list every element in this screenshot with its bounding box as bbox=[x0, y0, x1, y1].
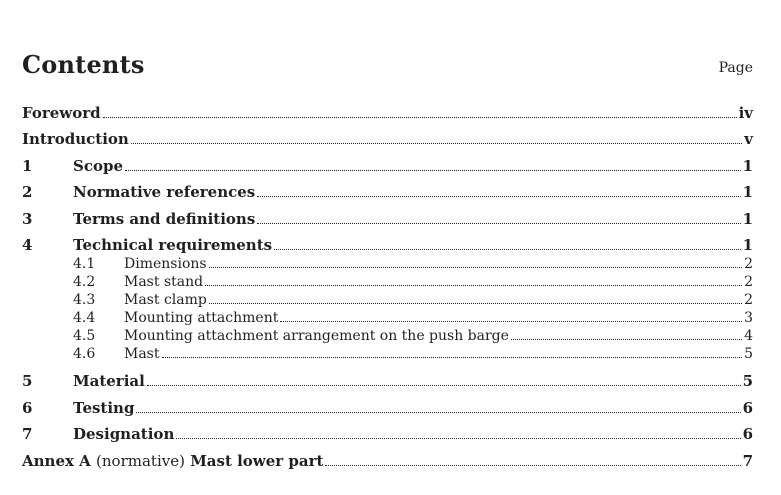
toc-entry-number: 4.6 bbox=[73, 346, 96, 362]
toc-entry-page: 6 bbox=[742, 425, 753, 443]
toc-subentry-mounting-arrangement[interactable] bbox=[22, 327, 753, 345]
toc-entry-text: Mast lower part bbox=[190, 452, 324, 470]
dot-leader bbox=[274, 249, 740, 250]
toc-entry-page: 5 bbox=[742, 372, 753, 390]
dot-leader bbox=[205, 285, 742, 286]
dot-leader bbox=[147, 385, 741, 386]
toc-entry-text: Dimensions bbox=[124, 256, 207, 272]
toc-entry-number: 6 bbox=[22, 399, 33, 417]
toc-entry-page: 1 bbox=[742, 183, 753, 201]
toc-entry-text: Mounting attachment bbox=[124, 310, 279, 326]
toc-entry-number: 4.1 bbox=[73, 256, 96, 272]
toc-title: Contents bbox=[22, 50, 145, 79]
toc-entry-number: 7 bbox=[22, 425, 33, 443]
toc-entry-text: Mounting attachment arrangement on the push barge bbox=[124, 328, 509, 344]
toc-entry-page: 7 bbox=[742, 452, 753, 470]
dot-leader bbox=[131, 143, 742, 144]
dot-leader bbox=[257, 223, 740, 224]
page-column-label: Page bbox=[718, 60, 753, 76]
toc-subentry-mast[interactable] bbox=[22, 345, 753, 363]
toc-entry-number: 1 bbox=[22, 157, 33, 175]
dot-leader bbox=[176, 438, 740, 439]
dot-leader bbox=[280, 321, 742, 322]
toc-entry-page: 3 bbox=[744, 310, 753, 326]
toc-entry-text: Terms and definitions bbox=[73, 210, 256, 228]
toc-entry-text: Scope bbox=[73, 157, 124, 175]
dot-leader bbox=[162, 357, 743, 358]
toc-entry-text: Technical requirements bbox=[73, 236, 273, 254]
toc-entry-text: Mast bbox=[124, 346, 160, 362]
toc-entry-page: 1 bbox=[742, 157, 753, 175]
toc-entry-number: 4 bbox=[22, 236, 33, 254]
toc-entry-number: 2 bbox=[22, 183, 33, 201]
toc-entry-designation[interactable] bbox=[22, 424, 753, 444]
annex-label: Annex A bbox=[22, 452, 91, 470]
toc-entry-page: 2 bbox=[744, 292, 753, 308]
toc-subentry-mast-stand[interactable] bbox=[22, 273, 753, 291]
toc-entry-material[interactable] bbox=[22, 371, 753, 391]
annex-type: (normative) bbox=[96, 452, 185, 470]
toc-entry-number: 5 bbox=[22, 372, 33, 390]
toc-entry-page: 2 bbox=[744, 274, 753, 290]
toc-entry-text: Testing bbox=[73, 399, 135, 417]
dot-leader bbox=[325, 465, 740, 466]
toc-entry-page: 1 bbox=[742, 236, 753, 254]
toc-entry-page: 6 bbox=[742, 399, 753, 417]
toc-subentry-mounting-attachment[interactable] bbox=[22, 309, 753, 327]
toc-entry-text: Normative references bbox=[73, 183, 256, 201]
dot-leader bbox=[136, 412, 740, 413]
toc-subentry-mast-clamp[interactable] bbox=[22, 291, 753, 309]
toc-entry-page: v bbox=[744, 130, 753, 148]
toc-entry-text: Designation bbox=[73, 425, 175, 443]
toc-entry-text: Mast clamp bbox=[124, 292, 207, 308]
dot-leader bbox=[209, 267, 743, 268]
toc-entry-number: 3 bbox=[22, 210, 33, 228]
toc-entry-technical-requirements[interactable] bbox=[22, 235, 753, 255]
toc-entry-normative-references[interactable] bbox=[22, 182, 753, 202]
toc-entry-terms-and-definitions[interactable] bbox=[22, 209, 753, 229]
toc-entry-number: 4.2 bbox=[73, 274, 96, 290]
toc-entry-text: Mast stand bbox=[124, 274, 204, 290]
toc-annex-heading bbox=[22, 451, 323, 471]
toc-entry-testing[interactable] bbox=[22, 398, 753, 418]
dot-leader bbox=[209, 303, 742, 304]
dot-leader bbox=[511, 339, 742, 340]
toc-entry-text: Introduction bbox=[22, 130, 129, 148]
toc-entry-number: 4.5 bbox=[73, 328, 96, 344]
dot-leader bbox=[103, 117, 737, 118]
dot-leader bbox=[125, 170, 741, 171]
dot-leader bbox=[257, 196, 740, 197]
toc-entry-scope[interactable] bbox=[22, 156, 753, 176]
toc-entry-annex-a[interactable] bbox=[22, 451, 753, 471]
toc-entry-page: 2 bbox=[744, 256, 753, 272]
toc-entry-foreword[interactable] bbox=[22, 103, 753, 123]
toc-entry-text: Material bbox=[73, 372, 145, 390]
toc-entry-introduction[interactable] bbox=[22, 129, 753, 149]
toc-entry-number: 4.4 bbox=[73, 310, 96, 326]
toc-entry-number: 4.3 bbox=[73, 292, 96, 308]
toc-entry-page: 5 bbox=[744, 346, 753, 362]
toc-subentry-dimensions[interactable] bbox=[22, 255, 753, 273]
toc-entry-page: 4 bbox=[744, 328, 753, 344]
toc-entry-text: Foreword bbox=[22, 104, 101, 122]
toc-entry-page: 1 bbox=[742, 210, 753, 228]
toc-entry-page: iv bbox=[738, 104, 753, 122]
